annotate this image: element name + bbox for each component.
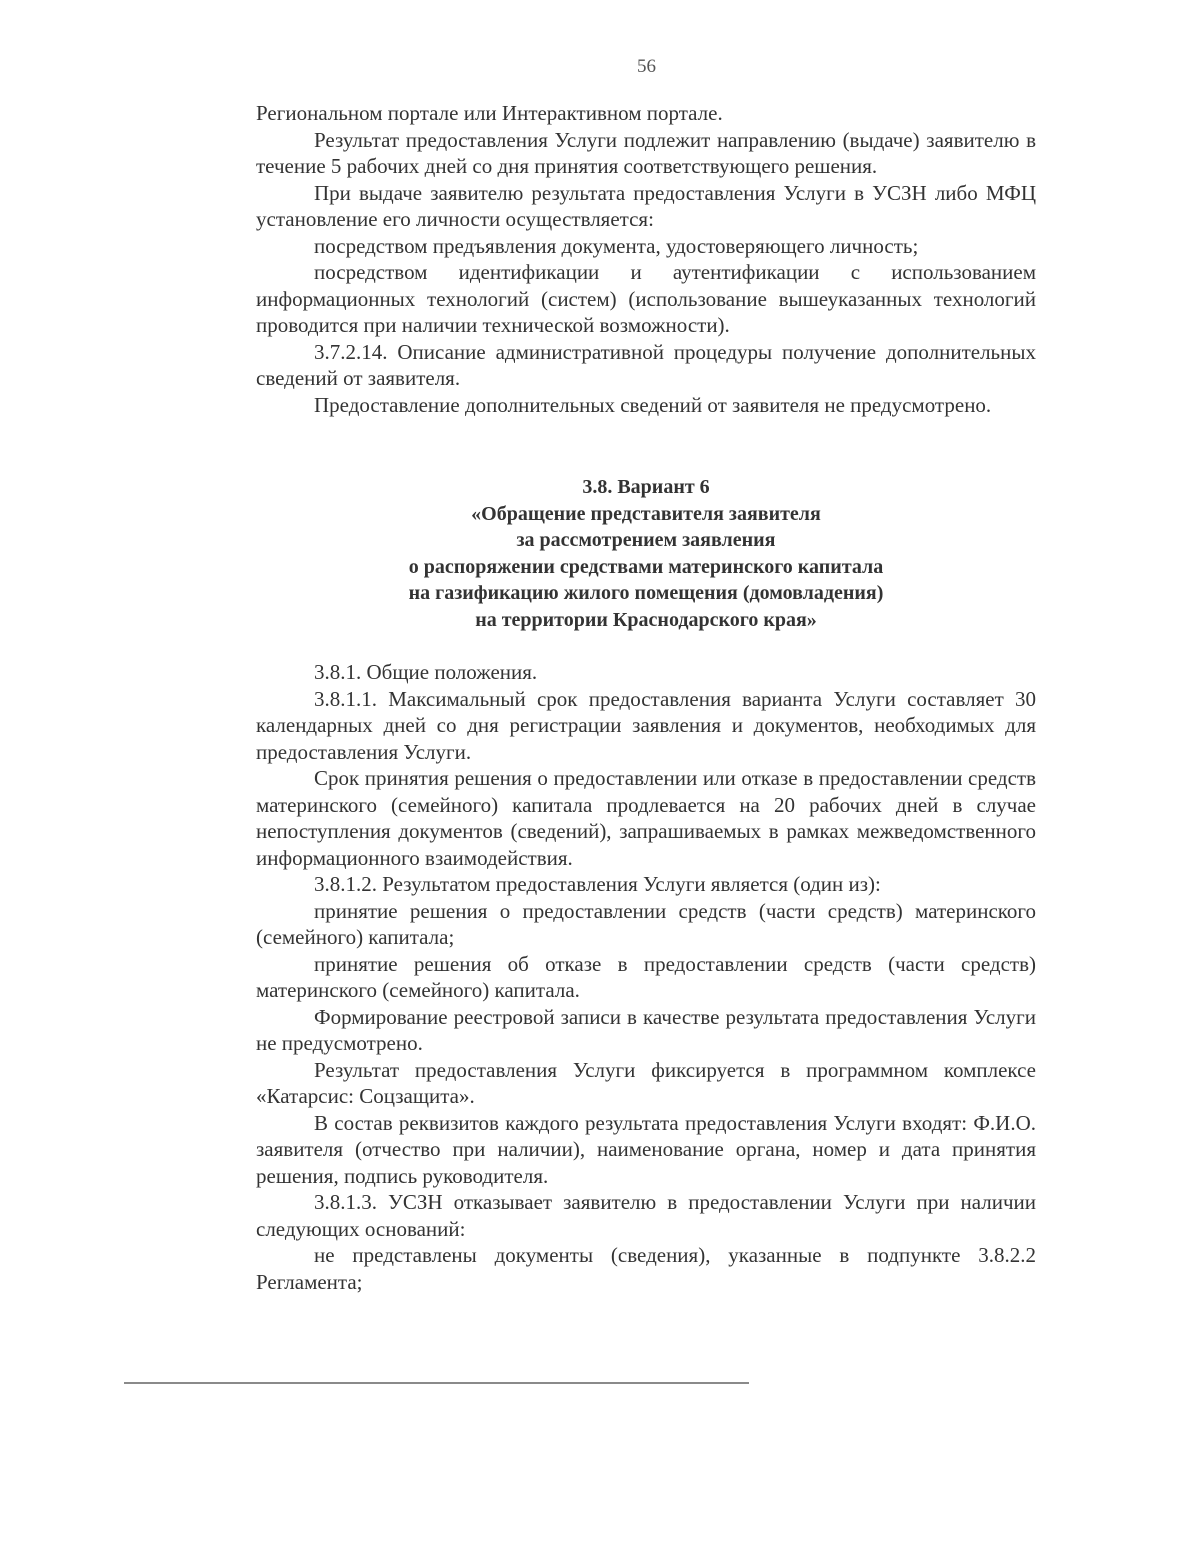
paragraph: посредством идентификации и аутентификации с использованием информационных технологий (систем) (использование вышеуказанных технологий проводится при наличии технической возможности).	[256, 260, 1036, 337]
bottom-text-section	[256, 659, 1036, 1295]
footnote-separator-line	[124, 1382, 749, 1384]
paragraph: 3.7.2.14. Описание административной процедуры получение дополнительных сведений от заявителя.	[256, 339, 1036, 390]
paragraph: Срок принятия решения о предоставлении или отказе в предоставлении средств материнского (семейного) капитала продлевается на 20 рабочих дней в случае непоступления документов (сведений), запрашиваемых в рамках межведомственного информационного взаимодействия.	[256, 766, 1036, 870]
paragraph: Формирование реестровой записи в качестве результата предоставления Услуги не предусмотрено.	[256, 1004, 1036, 1055]
page-number: 56	[637, 56, 656, 77]
paragraph: Результат предоставления Услуги фиксируется в программном комплексе «Катарсис: Соцзащита».	[256, 1057, 1036, 1108]
heading-line: «Обращение представителя заявителя	[471, 502, 821, 525]
heading-line: на территории Краснодарского края»	[475, 608, 817, 631]
top-text-section	[256, 100, 1036, 418]
section-heading	[256, 474, 1036, 633]
paragraph: При выдаче заявителю результата предоставления Услуги в УСЗН либо МФЦ установление его личности осуществляется:	[256, 180, 1036, 231]
paragraph: принятие решения об отказе в предоставлении средств (части средств) материнского (семейного) капитала.	[256, 951, 1036, 1002]
paragraph: принятие решения о предоставлении средств (части средств) материнского (семейного) капитала;	[256, 898, 1036, 949]
paragraph: посредством предъявления документа, удостоверяющего личность;	[314, 233, 919, 258]
heading-line: о распоряжении средствами материнского капитала	[408, 555, 884, 578]
paragraph: 3.8.1. Общие положения.	[314, 660, 538, 684]
paragraph: 3.8.1.2. Результатом предоставления Услуги является (один из):	[314, 872, 881, 896]
paragraph: 3.8.1.1. Максимальный срок предоставления варианта Услуги составляет 30 календарных дней со дня регистрации заявления и документов, необходимых для предоставления Услуги.	[256, 686, 1036, 764]
paragraph: не представлены документы (сведения), указанные в подпункте 3.8.2.2 Регламента;	[256, 1243, 1036, 1294]
paragraph: В состав реквизитов каждого результата предоставления Услуги входят: Ф.И.О. заявителя (отчество при наличии), наименование органа, номер и дата принятия решения, подпись руководителя.	[256, 1110, 1036, 1188]
heading-line: на газификацию жилого помещения (домовладения)	[408, 582, 884, 604]
heading-line: 3.8. Вариант 6	[582, 476, 710, 498]
heading-line: за рассмотрением заявления	[516, 529, 776, 551]
paragraph: 3.8.1.3. УСЗН отказывает заявителю в предоставлении Услуги при наличии следующих оснований:	[256, 1190, 1036, 1241]
paragraph: Региональном портале или Интерактивном портале.	[256, 101, 723, 125]
paragraph: Предоставление дополнительных сведений от заявителя не предусмотрено.	[314, 392, 992, 417]
paragraph: Результат предоставления Услуги подлежит направлению (выдаче) заявителю в течение 5 рабочих дней со дня принятия соответствующего решения.	[256, 127, 1036, 178]
